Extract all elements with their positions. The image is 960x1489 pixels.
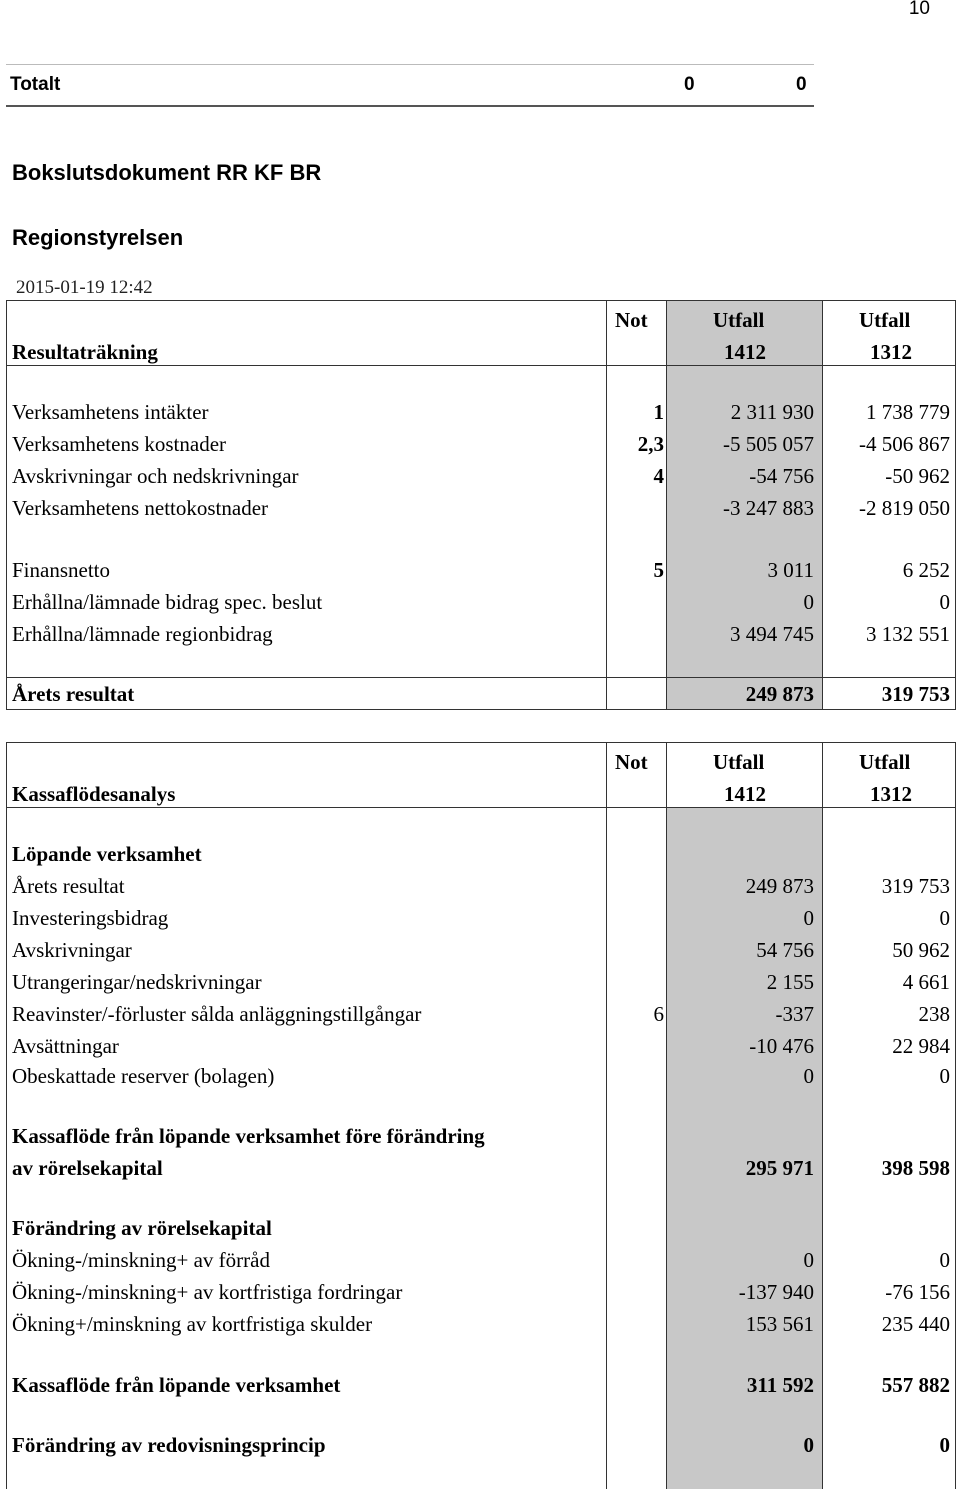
table-row [6, 1246, 952, 1278]
row-value-1: 3 494 745 [730, 622, 814, 646]
header-not: Not [615, 308, 648, 332]
section-heading [6, 840, 952, 872]
row-value-1: 0 [803, 1064, 814, 1088]
table-row [6, 904, 952, 936]
org-name: Regionstyrelsen [12, 225, 184, 250]
row-value-2: 235 440 [881, 1312, 950, 1336]
header-utfall-2: Utfall [859, 308, 911, 332]
header-utfall-1: Utfall [713, 308, 765, 332]
row-value-1: 0 [803, 906, 814, 930]
table-row [6, 398, 952, 430]
row-value-1: 249 873 [745, 874, 814, 898]
header-period-2: 1312 [870, 340, 912, 364]
total-label: Förändring av redovisningsprincip [12, 1433, 326, 1457]
row-label: Ökning+/minskning av kortfristiga skulder [12, 1312, 373, 1336]
subtotal-label-line-1: Kassaflöde från löpande verksamhet före förändring [12, 1124, 485, 1148]
row-label: Avsättningar [12, 1034, 119, 1058]
row-label: Årets resultat [12, 874, 125, 898]
row-value-2: 6 252 [902, 558, 950, 582]
row-value-2: 50 962 [892, 938, 950, 962]
row-not: 2,3 [637, 432, 664, 456]
header-utfall-2: Utfall [859, 750, 911, 774]
row-value-2: 0 [939, 906, 950, 930]
table-row [6, 1000, 952, 1032]
header-period-1: 1412 [724, 340, 766, 364]
total-label: Kassaflöde från löpande verksamhet [12, 1373, 341, 1397]
row-value-1: 0 [803, 1248, 814, 1272]
timestamp: 2015-01-19 12:42 [16, 277, 153, 298]
table-row [6, 462, 952, 494]
row-value-1: -54 756 [749, 464, 814, 488]
totalt-label: Totalt [10, 74, 61, 95]
subtotal-label-line-2: av rörelsekapital [12, 1156, 163, 1180]
row-value-1: 3 011 [767, 558, 814, 582]
result-label: Årets resultat [12, 682, 135, 706]
doc-title: Bokslutsdokument RR KF BR [12, 160, 322, 185]
total-row [6, 1431, 952, 1463]
subtotal-value-1: 295 971 [745, 1156, 814, 1180]
row-value-1: -137 940 [738, 1280, 814, 1304]
row-value-2: 238 [918, 1002, 950, 1026]
row-value-2: -76 156 [885, 1280, 950, 1304]
row-value-2: 4 661 [902, 970, 950, 994]
row-label: Erhållna/lämnade regionbidrag [12, 622, 273, 646]
header-utfall-1: Utfall [713, 750, 765, 774]
table-row [6, 556, 952, 588]
row-label: Reavinster/-förluster sålda anläggningstillgångar [12, 1002, 422, 1026]
total-value-2: 0 [939, 1433, 950, 1457]
row-value-1: 2 155 [766, 970, 814, 994]
table-row [6, 1032, 952, 1064]
table-row [6, 620, 952, 652]
subtotal-row [6, 1154, 952, 1186]
total-row [6, 1371, 952, 1403]
row-label: Avskrivningar och nedskrivningar [12, 464, 299, 488]
row-label: Utrangeringar/nedskrivningar [12, 970, 262, 994]
page-number: 10 [908, 0, 930, 19]
totalt-value-2: 0 [796, 74, 807, 95]
section-heading [6, 1214, 952, 1246]
row-value-1: -10 476 [749, 1034, 814, 1058]
table-row [6, 1062, 952, 1094]
table-row [6, 872, 952, 904]
row-value-2: -2 819 050 [859, 496, 950, 520]
header-period-1: 1412 [724, 782, 766, 806]
totalt-value-1: 0 [684, 74, 695, 95]
row-value-1: 0 [803, 590, 814, 614]
result-row [6, 680, 952, 712]
total-value-1: 0 [803, 1433, 814, 1457]
kf-title: Kassaflödesanalys [12, 782, 176, 806]
row-value-1: -3 247 883 [723, 496, 814, 520]
table-row [6, 588, 952, 620]
row-label: Verksamhetens intäkter [12, 400, 209, 424]
row-value-2: 0 [939, 590, 950, 614]
subtotal-value-2: 398 598 [881, 1156, 950, 1180]
header-period-2: 1312 [870, 782, 912, 806]
row-not: 6 [653, 1002, 664, 1026]
row-not: 4 [653, 464, 664, 488]
row-label: Erhållna/lämnade bidrag spec. beslut [12, 590, 323, 614]
result-value-2: 319 753 [881, 682, 950, 706]
row-label: Finansnetto [12, 558, 110, 582]
row-value-1: 153 561 [745, 1312, 814, 1336]
subtotal-heading [6, 1122, 952, 1154]
rr-title: Resultaträkning [12, 340, 158, 364]
result-value-1: 249 873 [745, 682, 814, 706]
row-value-2: -4 506 867 [859, 432, 950, 456]
row-value-2: 0 [939, 1248, 950, 1272]
table-row [6, 430, 952, 462]
table-row [6, 1310, 952, 1342]
total-value-1: 311 592 [746, 1373, 814, 1397]
table-row [6, 936, 952, 968]
row-value-2: -50 962 [885, 464, 950, 488]
row-not: 5 [653, 558, 664, 582]
row-value-2: 0 [939, 1064, 950, 1088]
row-label: Avskrivningar [12, 938, 132, 962]
row-value-2: 22 984 [892, 1034, 950, 1058]
section-label: Förändring av rörelsekapital [12, 1216, 272, 1240]
row-label: Verksamhetens kostnader [12, 432, 227, 456]
row-not: 1 [653, 400, 664, 424]
row-value-1: -5 505 057 [723, 432, 814, 456]
row-label: Ökning-/minskning+ av förråd [12, 1248, 270, 1272]
row-value-2: 3 132 551 [866, 622, 950, 646]
row-value-1: 54 756 [756, 938, 814, 962]
section-label: Löpande verksamhet [12, 842, 202, 866]
row-label: Verksamhetens nettokostnader [12, 496, 269, 520]
row-label: Ökning-/minskning+ av kortfristiga fordringar [12, 1280, 403, 1304]
table-row [6, 968, 952, 1000]
table-row [6, 1278, 952, 1310]
row-label: Obeskattade reserver (bolagen) [12, 1064, 275, 1088]
table-row [6, 494, 952, 526]
totalt-row [6, 64, 814, 107]
row-value-2: 319 753 [881, 874, 950, 898]
row-value-2: 1 738 779 [866, 400, 950, 424]
total-value-2: 557 882 [881, 1373, 950, 1397]
row-value-1: -337 [775, 1002, 814, 1026]
row-value-1: 2 311 930 [730, 400, 814, 424]
header-not: Not [615, 750, 648, 774]
row-label: Investeringsbidrag [12, 906, 169, 930]
